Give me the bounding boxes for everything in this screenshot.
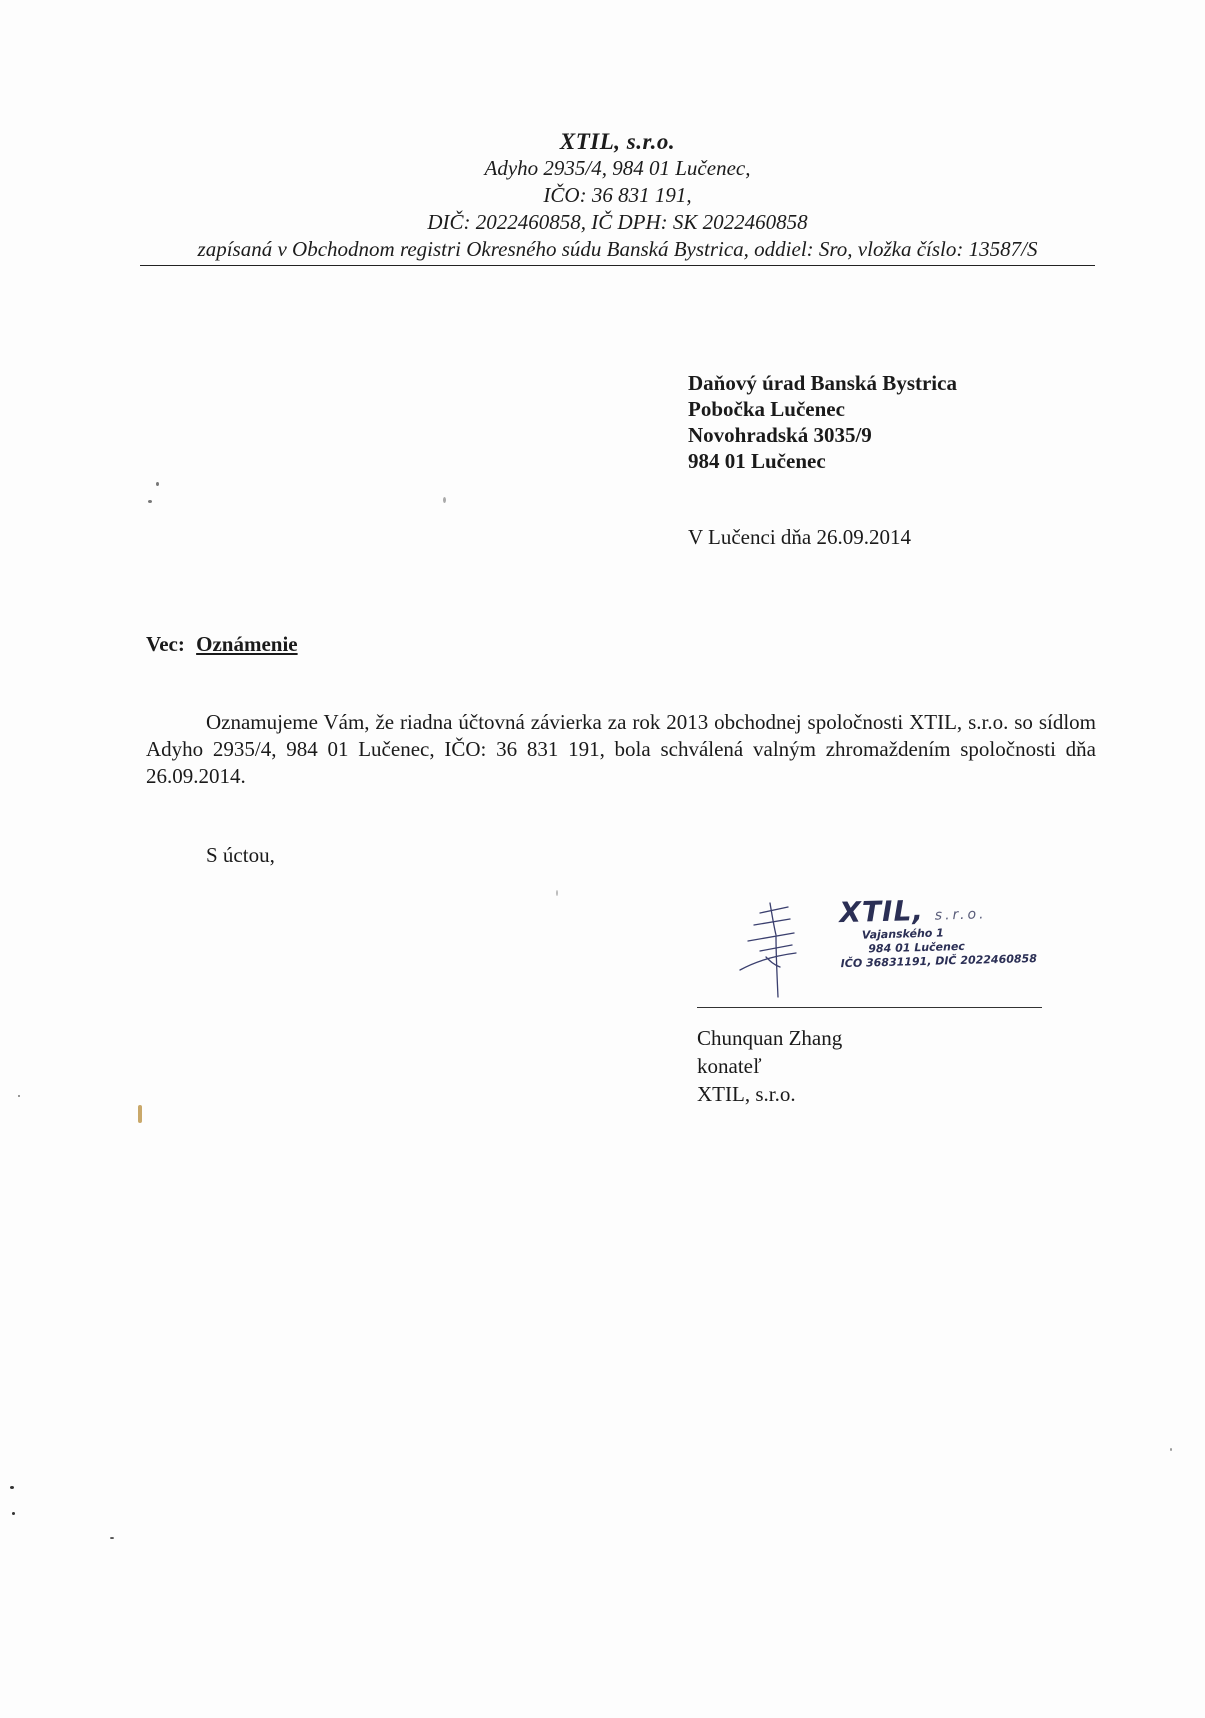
- subject-label: Vec:: [146, 632, 185, 656]
- handwritten-signature-icon: [730, 895, 820, 1005]
- letterhead-registry: zapísaná v Obchodnom registri Okresného súdu Banská Bystrica, oddiel: Sro, vložka číslo: 13587/S: [197, 237, 1038, 261]
- company-stamp: [839, 890, 1081, 981]
- addressee-line-1: Daňový úrad Banská Bystrica: [688, 371, 957, 395]
- letterhead-ico: IČO: 36 831 191,: [543, 183, 692, 207]
- stamp-name-text: XTIL,: [838, 893, 925, 930]
- signatory-company: XTIL, s.r.o.: [697, 1082, 796, 1106]
- addressee-line-3: Novohradská 3035/9: [688, 423, 872, 447]
- scan-speck: [1170, 1448, 1172, 1451]
- letterhead-company: XTIL, s.r.o.: [559, 129, 676, 154]
- scan-speck: [148, 500, 152, 503]
- closing-salutation: S úctou,: [206, 843, 275, 867]
- stamp-line-1: Vajanského 1: [861, 926, 945, 942]
- signature-drawing: [730, 895, 820, 1005]
- scan-speck: [18, 1095, 20, 1097]
- signature-line: [697, 1007, 1042, 1008]
- scan-speck: [443, 497, 446, 503]
- body-paragraph: Oznamujeme Vám, že riadna účtovná závierka za rok 2013 obchodnej spoločnosti XTIL, s.r.o. so sídlom Adyho 2935/4, 984 01 Lučenec, IČO: 36 831 191, bola schválená valným zhromaždením spoločnosti dňa 26.09.2014.: [146, 710, 1096, 788]
- date-line: V Lučenci dňa 26.09.2014: [688, 525, 911, 549]
- subject-line: [146, 632, 298, 657]
- letterhead-divider: [140, 265, 1095, 266]
- scan-speck: [138, 1105, 142, 1123]
- addressee-line-2: Pobočka Lučenec: [688, 397, 845, 421]
- scan-speck: [12, 1512, 15, 1515]
- addressee-block: [688, 370, 957, 474]
- scan-speck: [556, 890, 558, 896]
- signatory-name: Chunquan Zhang: [697, 1026, 843, 1050]
- stamp-line-2: 984 01 Lučenec: [868, 939, 966, 956]
- addressee-line-4: 984 01 Lučenec: [688, 449, 826, 473]
- scan-speck: [156, 482, 159, 486]
- letterhead-dic: DIČ: 2022460858, IČ DPH: SK 2022460858: [427, 210, 808, 234]
- scan-speck: [110, 1537, 114, 1539]
- signatory-block: [697, 1024, 842, 1108]
- scan-speck: [10, 1486, 14, 1489]
- stamp-suffix: s.r.o.: [934, 906, 987, 924]
- stamp-line-3: IČO 36831191, DIČ 2022460858: [840, 951, 1038, 971]
- subject-value: Oznámenie: [196, 632, 298, 656]
- signatory-role: konateľ: [697, 1054, 762, 1078]
- letterhead: [140, 128, 1095, 263]
- letterhead-address: Adyho 2935/4, 984 01 Lučenec,: [484, 156, 751, 180]
